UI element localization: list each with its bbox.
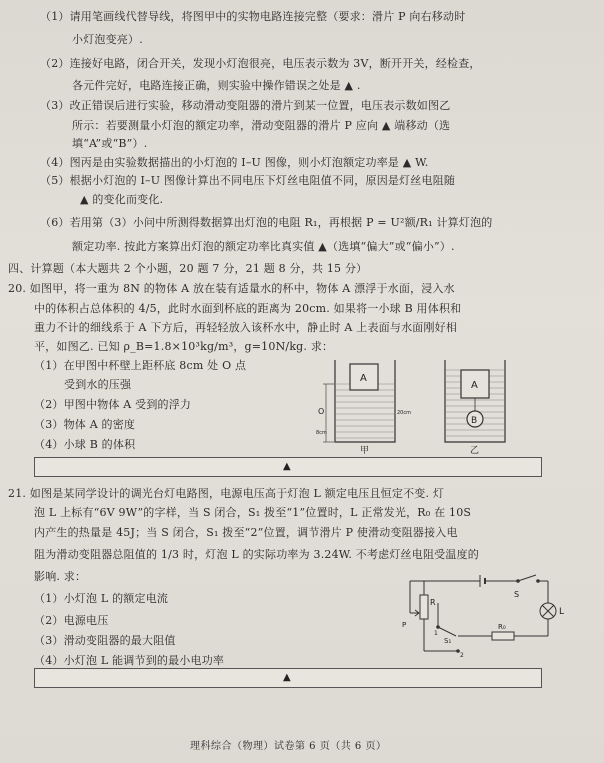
label-2: 2 (460, 652, 464, 659)
text-line: （1）小灯泡 L 的额定电流 (34, 592, 169, 605)
text-line: （4）小灯泡 L 能调节到的最小电功率 (34, 654, 225, 667)
answer-box-21[interactable] (34, 668, 542, 688)
label-b: B (471, 416, 478, 426)
text-line: 内产生的热量是 45J；当 S 闭合，S₁ 拨至“2”位置，调节滑片 P 使滑动变阻器接入电 (34, 526, 458, 539)
text-line: （2）甲图中物体 A 受到的浮力 (34, 398, 192, 411)
label-s: S (514, 590, 520, 599)
text-line: 额定功率. 按此方案算出灯泡的额定功率比真实值 ▲（选填“偏大”或“偏小”）. (72, 240, 455, 253)
text-line: 21. 如图是某同学设计的调光台灯电路图，电源电压高于灯泡 L 额定电压且恒定不变. 灯 (8, 487, 445, 500)
text-line: 四、计算题（本大题共 2 个小题，20 题 7 分，21 题 8 分，共 15 分） (8, 262, 368, 275)
answer-mark: ▲ (283, 461, 291, 472)
text-line: （5）根据小灯泡的 I–U 图像计算出不同电压下灯丝电阻值不同，原因是灯丝电阻随 (40, 174, 456, 187)
figure-20-beakers (300, 356, 550, 456)
answer-box-20[interactable] (34, 457, 542, 477)
label-jia: 甲 (360, 446, 370, 456)
text-line: （4）图丙是由实验数据描出的小灯泡的 I–U 图像，则小灯泡额定功率是 ▲ W. (40, 156, 429, 169)
text-line: 泡 L 上标有“6V 9W”的字样，当 S 闭合，S₁ 拨至“1”位置时，L 正常发光，R₀ 在 10S (34, 506, 472, 519)
label-p: P (402, 621, 407, 629)
label-l: L (559, 607, 565, 617)
text-line: 受到水的压强 (64, 378, 132, 391)
beaker-jia (316, 360, 411, 456)
text-line: （2）连接好电路，闭合开关，发现小灯泡很亮，电压表示数为 3V，断开开关，经检查， (40, 57, 481, 70)
label-s1: S₁ (444, 637, 452, 645)
text-line: 中的体积占总体积的 4/5，此时水面到杯底的距离为 20cm. 如果将一小球 B 用体积和 (34, 302, 462, 315)
text-line: （1）请用笔画线代替导线，将图甲中的实物电路连接完整（要求：滑片 P 向右移动时 (40, 10, 466, 23)
label-r: R (430, 598, 436, 607)
text-line: 各元件完好，电路连接正确，则实验中操作错误之处是 ▲ . (72, 79, 361, 92)
text-line: （3）滑动变阻器的最大阻值 (34, 634, 176, 647)
text-line: 小灯泡变亮）. (72, 33, 143, 46)
text-line: 重力不计的细线系于 A 下方后，再轻轻放入该杯水中，静止时 A 上表面与水面刚好相 (34, 321, 458, 334)
label-1: 1 (434, 630, 438, 637)
label-o: O (318, 407, 325, 416)
answer-mark: ▲ (283, 672, 291, 683)
text-line: 阻为滑动变阻器总阻值的 1/3 时，灯泡 L 的实际功率为 3.24W. 不考虑灯丝电阻受温度的 (34, 548, 479, 561)
label-a-yi: A (471, 380, 478, 391)
label-r0: R₀ (498, 623, 506, 631)
label-a: A (360, 373, 367, 384)
label-yi: 乙 (470, 446, 480, 456)
text-line: （3）物体 A 的密度 (34, 418, 136, 431)
text-line: （2）电源电压 (34, 614, 109, 627)
text-line: 影响. 求： (34, 570, 87, 583)
text-line: 填“A”或“B”）. (72, 137, 148, 150)
text-line: （1）在甲图中杯壁上距杯底 8cm 处 O 点 (34, 359, 247, 372)
figure-21-circuit (398, 573, 598, 663)
text-line: 平，如图乙. 已知 ρ_B=1.8×10³kg/m³，g=10N/kg. 求： (34, 340, 334, 353)
label-8cm: 8cm (316, 430, 327, 436)
beaker-yi (445, 360, 505, 456)
label-20cm: 20cm (397, 410, 411, 416)
text-line: （4）小球 B 的体积 (34, 438, 136, 451)
text-line: 20. 如图甲，将一重为 8N 的物体 A 放在装有适量水的杯中，物体 A 漂浮于水面，浸入水 (8, 282, 455, 295)
text-line: （3）改正错误后进行实验，移动滑动变阻器的滑片到某一位置，电压表示数如图乙 (40, 99, 451, 112)
page-footer: 理科综合（物理）试卷第 6 页（共 6 页） (190, 741, 387, 752)
text-line: （6）若用第（3）小问中所测得数据算出灯泡的电阻 R₁，再根据 P = U²额/R₁ 计算灯泡的 (40, 216, 493, 229)
text-line: ▲ 的变化而变化. (80, 193, 164, 206)
text-line: 所示：若要测量小灯泡的额定功率，滑动变阻器的滑片 P 应向 ▲ 端移动（选 (72, 119, 451, 132)
